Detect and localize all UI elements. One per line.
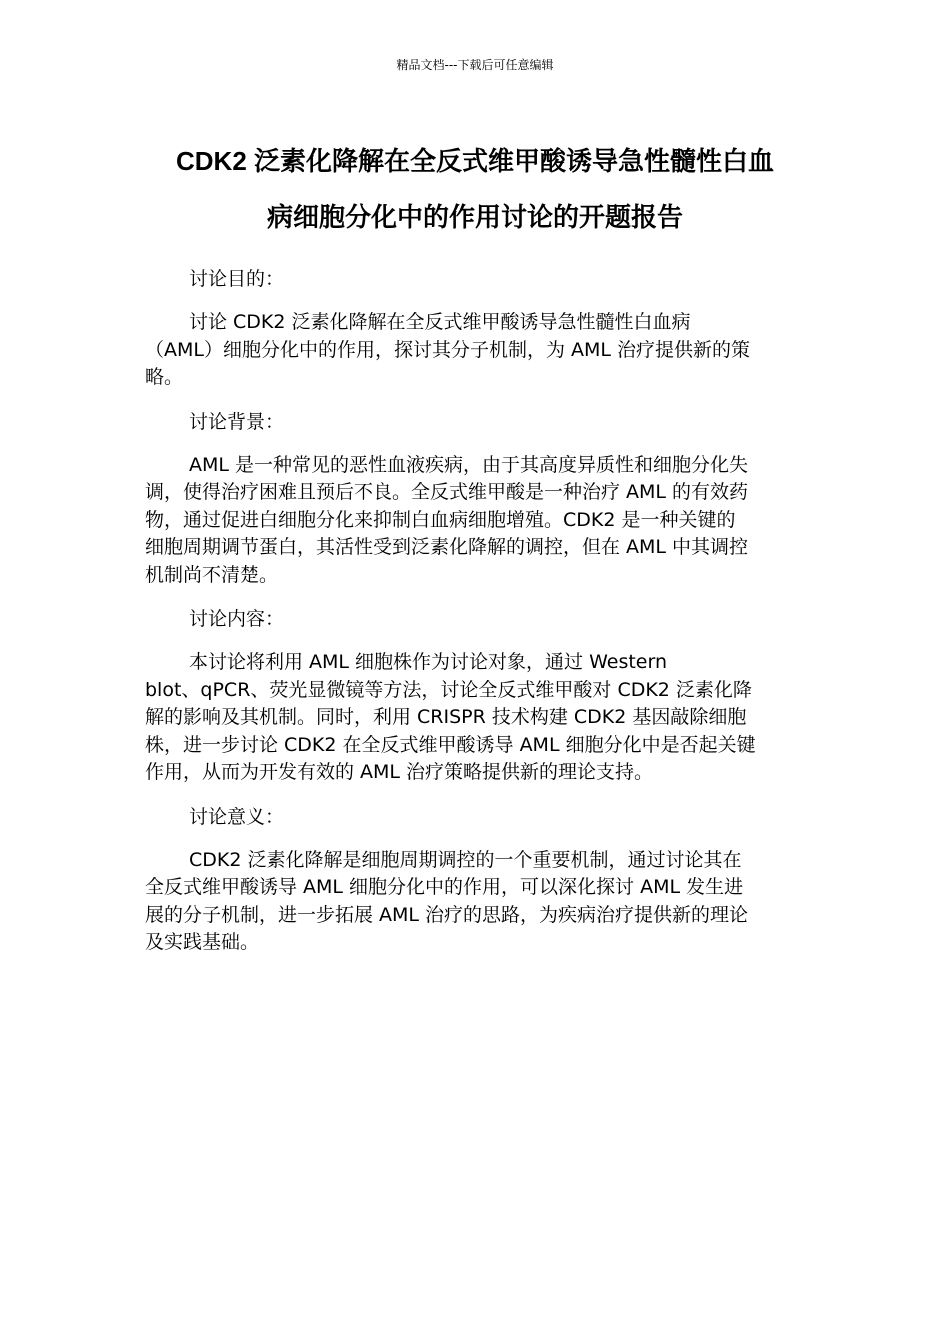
paragraph-line: 细胞周期调节蛋白，其活性受到泛素化降解的调控，但在 AML 中其调控 bbox=[145, 536, 749, 558]
paragraph-line: 作用，从而为开发有效的 AML 治疗策略提供新的理论支持。 bbox=[145, 761, 654, 783]
paragraph-line: blot、qPCR、荧光显微镜等方法，讨论全反式维甲酸对 CDK2 泛素化降 bbox=[145, 678, 752, 701]
paragraph-line: 略。 bbox=[145, 366, 184, 388]
paragraph-line: 调，使得治疗困难且预后不良。全反式维甲酸是一种治疗 AML 的有效药 bbox=[145, 481, 749, 503]
section-heading-content: 讨论内容： bbox=[189, 608, 285, 630]
document-body bbox=[145, 266, 805, 974]
page-header: 精品文档---下载后可任意编辑 bbox=[396, 58, 554, 72]
paragraph-line: CDK2 泛素化降解是细胞周期调控的一个重要机制，通过讨论其在 bbox=[189, 848, 742, 871]
paragraph-line: 全反式维甲酸诱导 AML 细胞分化中的作用，可以深化探讨 AML 发生进 bbox=[145, 876, 744, 898]
paragraph-line: （AML）细胞分化中的作用，探讨其分子机制，为 AML 治疗提供新的策 bbox=[145, 338, 751, 361]
title-line-1: CDK2 泛素化降解在全反式维甲酸诱导急性髓性白血 bbox=[175, 146, 774, 176]
paragraph-line: 物，通过促进白细胞分化来抑制白血病细胞增殖。CDK2 是一种关键的 bbox=[145, 508, 736, 531]
paragraph-line: 展的分子机制，进一步拓展 AML 治疗的思路，为疾病治疗提供新的理论 bbox=[145, 903, 749, 926]
paragraph-content bbox=[145, 649, 805, 787]
paragraph-line: AML 是一种常见的恶性血液疾病，由于其高度异质性和细胞分化失 bbox=[189, 453, 749, 476]
section-heading-purpose: 讨论目的： bbox=[189, 268, 285, 290]
paragraph-line: 株，进一步讨论 CDK2 在全反式维甲酸诱导 AML 细胞分化中是否起关键 bbox=[145, 733, 756, 756]
paragraph-line: 解的影响及其机制。同时，利用 CRISPR 技术构建 CDK2 基因敲除细胞 bbox=[145, 706, 747, 728]
paragraph-line: 及实践基础。 bbox=[145, 931, 260, 953]
paragraph-background bbox=[145, 452, 805, 590]
paragraph-significance bbox=[145, 847, 805, 957]
paragraph-purpose bbox=[145, 309, 805, 392]
document-title bbox=[140, 133, 810, 245]
title-line-2: 病细胞分化中的作用讨论的开题报告 bbox=[266, 202, 683, 232]
section-heading-significance: 讨论意义： bbox=[189, 805, 285, 828]
paragraph-line: 讨论 CDK2 泛素化降解在全反式维甲酸诱导急性髓性白血病 bbox=[189, 311, 691, 333]
paragraph-line: 本讨论将利用 AML 细胞株作为讨论对象，通过 Western bbox=[189, 651, 668, 673]
paragraph-line: 机制尚不清楚。 bbox=[145, 563, 279, 586]
section-heading-background: 讨论背景： bbox=[189, 410, 285, 433]
